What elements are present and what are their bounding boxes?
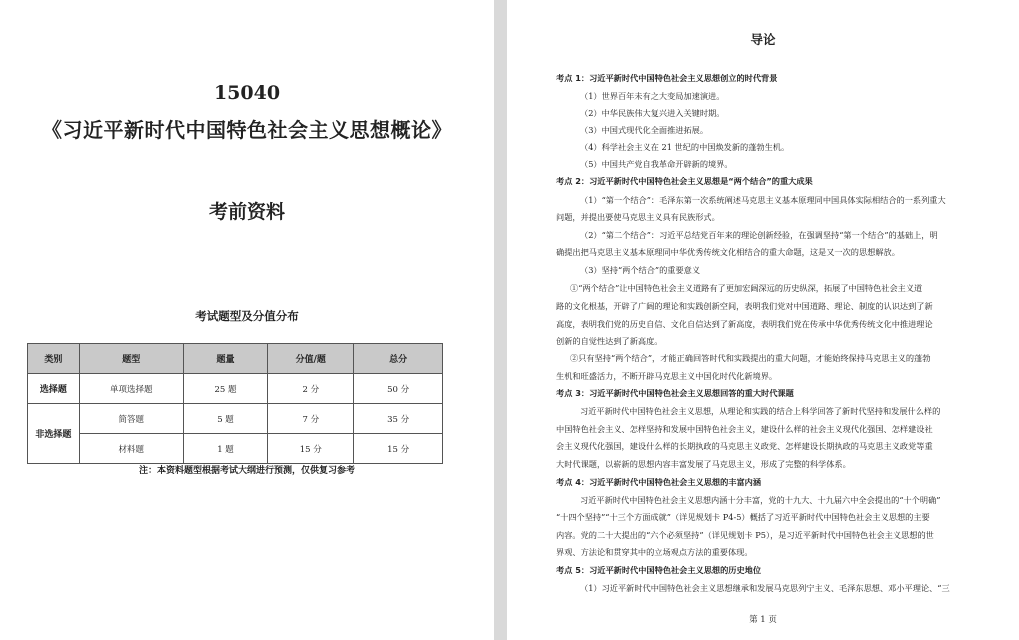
table-cell: 单项选择题 [79,374,183,404]
table-cell: 5 题 [183,404,268,434]
text-line: （3）坚持“两个结合”的重要意义 [580,265,701,275]
table-title: 考试题型及分值分布 [195,309,299,323]
text-line: ①“两个结合”让中国特色社会主义道路有了更加宏阔深远的历史纵深，拓展了中国特色社会主义道 [570,283,923,293]
text-line: （1）世界百年未有之大变局加速演进。 [580,91,725,101]
table-header: 总分 [354,344,443,374]
text-line: 内容。党的二十大提出的“六个必须坚持”（详见规划卡 P5），是习近平新时代中国特色社会主义思想的世 [556,530,934,540]
text-line: （2）中华民族伟大复兴进入关键时期。 [580,108,725,118]
text-line: 高度，表明我们党的历史自信、文化自信达到了新高度，表明我们党在传承中华优秀传统文化中推进理论 [556,319,933,329]
table-row [28,374,443,404]
text-line: 会主义现代化强国，建设什么样的长期执政的马克思主义政党、怎样建设长期执政的马克思主义政党等重 [556,441,933,451]
table-cell: 材料题 [79,434,183,464]
table-header: 类别 [28,344,80,374]
table-cell: 15 分 [354,434,443,464]
text-line: （1）习近平新时代中国特色社会主义思想继承和发展马克思列宁主义、毛泽东思想、邓小平理论、“三 [580,583,950,593]
table-cell: 25 题 [183,374,268,404]
table-cell: 简答题 [79,404,183,434]
text-line: （5）中国共产党自我革命开辟新的境界。 [580,159,733,169]
table-cell: 2 分 [268,374,354,404]
table-header: 题量 [183,344,268,374]
text-line: 生机和旺盛活力，不断开辟马克思主义中国化时代化新境界。 [556,371,778,381]
table-cell: 1 题 [183,434,268,464]
text-line: 习近平新时代中国特色社会主义思想，从理论和实践的结合上科学回答了新时代坚持和发展什么样的 [580,406,941,416]
table-row [28,434,443,464]
table-cell: 50 分 [354,374,443,404]
table-header: 分值/题 [268,344,354,374]
exam-code: 15040 [213,82,281,104]
key-point-heading: 考点 4：习近平新时代中国特色社会主义思想的丰富内涵 [556,477,762,487]
text-line: （3）中国式现代化全面推进拓展。 [580,125,709,135]
page-gutter [494,0,507,640]
text-line: 路的文化根基，开辟了广阔的理论和实践创新空间，表明我们党对中国道路、理论、制度的认识达到了新 [556,301,933,311]
table-cell-category: 选择题 [28,374,80,404]
note: 注：本资料题型根据考试大纲进行预测，仅供复习参考 [138,466,355,476]
chapter-title: 导论 [750,32,776,47]
right-page [507,0,1019,640]
text-line: 大时代课题，以崭新的思想内容丰富发展了马克思主义，形成了完整的科学体系。 [556,459,851,469]
page-number: 第 1 页 [749,615,777,625]
text-line: （1）“第一个结合”：毛泽东第一次系统阐述马克思主义基本原理同中国具体实际相结合的一系列重大 [580,195,946,205]
text-line: （2）“第二个结合”：习近平总结党百年来的理论创新经验，在强调坚持“第一个结合”的基础上，明 [580,230,938,240]
text-line: 问题，并提出要使马克思主义具有民族形式。 [556,212,720,222]
table-cell-category: 非选择题 [28,404,80,464]
table-cell: 35 分 [354,404,443,434]
subtitle: 考前资料 [208,201,285,223]
table-header-row [28,344,443,374]
text-line: （4）科学社会主义在 21 世纪的中国焕发新的蓬勃生机。 [580,142,790,152]
table-cell: 15 分 [268,434,354,464]
table-row [28,404,443,434]
table-header: 题型 [79,344,183,374]
key-point-heading: 考点 3：习近平新时代中国特色社会主义思想回答的重大时代课题 [556,388,794,398]
key-point-heading: 考点 1：习近平新时代中国特色社会主义思想创立的时代背景 [556,73,778,83]
text-line: 创新的自觉性达到了新高度。 [556,336,663,346]
table-cell: 7 分 [268,404,354,434]
key-point-heading: 考点 2：习近平新时代中国特色社会主义思想是“两个结合”的重大成果 [556,176,813,186]
score-table [27,343,443,464]
text-line: 界观、方法论和贯穿其中的立场观点方法的重要体现。 [556,547,753,557]
text-line: 确提出把马克思主义基本原理同中华优秀传统文化相结合的重大命题，这是又一次的思想解放。 [556,247,900,257]
book-title: 《习近平新时代中国特色社会主义思想概论》 [42,118,452,142]
text-line: 中国特色社会主义、怎样坚持和发展中国特色社会主义，建设什么样的社会主义现代化强国、怎样建设社 [556,424,933,434]
key-point-heading: 考点 5：习近平新时代中国特色社会主义思想的历史地位 [556,565,762,575]
text-line: 习近平新时代中国特色社会主义思想内涵十分丰富，党的十九大、十九届六中全会提出的“十个明确” [580,495,941,505]
left-page [0,0,494,640]
text-line: “十四个坚持”“十三个方面成就”（详见规划卡 P4-5）概括了习近平新时代中国特色社会主义思想的主要 [556,512,930,522]
text-line: ②只有坚持“两个结合”，才能正确回答时代和实践提出的重大问题，才能始终保持马克思主义的蓬勃 [570,353,931,363]
